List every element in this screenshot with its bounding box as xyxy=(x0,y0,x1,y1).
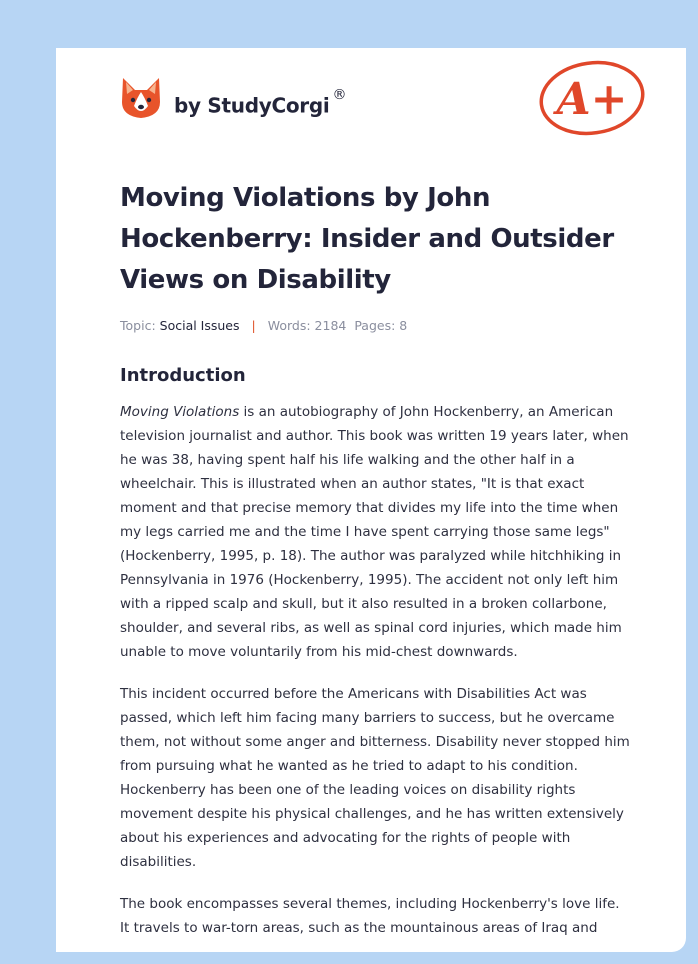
article-meta xyxy=(120,318,630,333)
corgi-logo-icon xyxy=(120,76,162,120)
section-heading-introduction: Introduction xyxy=(120,365,246,386)
article-title: Moving Violations by John Hockenberry: Insider and Outsider Views on Disability xyxy=(120,183,614,295)
brand-header[interactable] xyxy=(120,76,346,120)
grade-badge-icon xyxy=(536,58,648,138)
book-title-italic: Moving Violations xyxy=(120,404,240,420)
paragraph xyxy=(120,400,630,664)
topic-label: Topic: xyxy=(120,318,156,333)
pages-count: 8 xyxy=(399,318,408,333)
document-card xyxy=(56,48,686,952)
brand-name xyxy=(174,86,347,118)
paragraph: This incident occurred before the Americans with Disabilities Act was passed, which left him facing many barriers to success, but he overcame them, not without some anger and bitterness. Disability never stopped him from pursuing what he wanted as he tried to adapt to his condition. Hockenberry has been one of the leading voices on disability rights movement despite his physical challenges, and he has written extensively about his experiences and advocating for the rights of people with disabilities. xyxy=(120,686,630,870)
words-count: 2184 xyxy=(314,318,347,333)
article xyxy=(120,178,630,952)
paragraph: The book encompasses several themes, including Hockenberry's love life. It travels to war-torn areas, such as the mountainous areas of Iraq and xyxy=(120,896,620,936)
grade-text: A+ xyxy=(556,74,628,125)
meta-separator: | xyxy=(251,318,256,333)
paragraph-text: is an autobiography of John Hockenberry, an American television journalist and author. This book was written 19 years later, when he was 38, having spent half his life walking and the other half in a wheelchair. This is illustrated when an author states, "It is that exact moment and that precise memory that divides my life into the time when my legs carried me and the time I have spent carrying those same legs" (Hockenberry, 1995, p. 18). The author was paralyzed while hitchhiking in Pennsylvania in 1976 (Hockenberry, 1995). The accident not only left him with a ripped scalp and skull, but it also resulted in a broken collarbone, shoulder, and several ribs, as well as spinal cord injuries, which made him unable to move voluntarily from his mid-chest downwards. xyxy=(120,404,629,660)
brand-text: by StudyCorgi xyxy=(174,93,330,118)
words-label: Words: xyxy=(267,318,311,333)
topic-link[interactable]: Social Issues xyxy=(159,318,240,333)
pages-label: Pages: xyxy=(354,318,396,333)
trademark-symbol: ® xyxy=(332,86,347,103)
